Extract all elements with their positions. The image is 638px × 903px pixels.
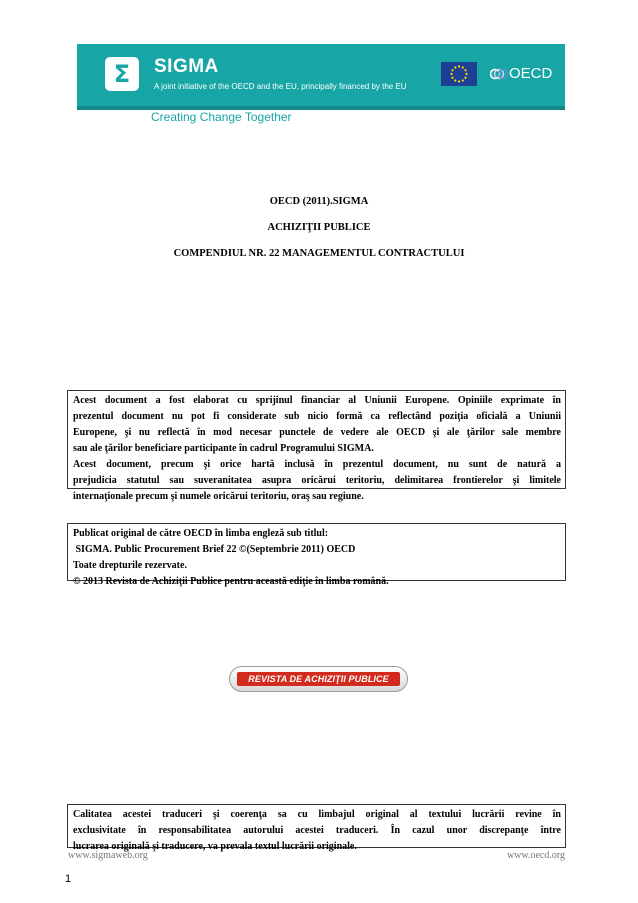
disclaimer-box: [67, 390, 566, 502]
publication-box: [67, 523, 566, 587]
disclaimer-line: internaţionale precum şi numele oricărui teritoriu, oraş sau regiune.: [73, 491, 364, 502]
publication-line: Toate drepturile rezervate.: [73, 560, 187, 571]
footer-oecd-link[interactable]: www.oecd.org: [506, 850, 565, 861]
page-number: 1: [65, 873, 72, 885]
sigma-glyph: Σ: [113, 60, 131, 88]
quality-line: lucrarea originală şi traducere, va prevala textul lucrării originale.: [73, 841, 357, 852]
disclaimer-line: prezentul document nu pot fi considerate sub nicio formă ca reflectând poziţia oficială a Uniunii: [73, 411, 561, 422]
disclaimer-line: Acest document, precum şi orice hartă inclusă în prezentul document, nu sunt de natură a: [73, 459, 561, 470]
footer-sigma-link[interactable]: www.sigmaweb.org: [68, 850, 148, 861]
oecd-rings-icon: [490, 67, 510, 81]
eu-flag-icon: [441, 62, 477, 86]
sigma-title: SIGMA: [154, 56, 219, 77]
oecd-label: OECD: [509, 65, 553, 82]
sigma-banner: [77, 44, 565, 110]
sigma-tagline: A joint initiative of the OECD and the EU, principally financed by the EU: [154, 82, 407, 91]
banner-slogan: Creating Change Together: [151, 110, 292, 124]
title-line-1: OECD (2011).SIGMA: [269, 196, 369, 207]
revista-logo: [229, 666, 408, 692]
title-line-2: ACHIZIŢII PUBLICE: [267, 222, 371, 233]
sigma-icon: [105, 57, 139, 91]
disclaimer-line: Acest document a fost elaborat cu sprijinul financiar al Uniunii Europene. Opiniile exprimate în: [73, 395, 561, 406]
disclaimer-line: sau ale ţărilor beneficiare participante în cadrul Programului SIGMA.: [73, 443, 374, 454]
revista-logo-text: REVISTA DE ACHIZIŢII PUBLICE: [248, 674, 389, 684]
disclaimer-line: Europene, şi nu reflectă în mod necesar punctele de vedere ale OECD şi ale ţărilor sale membre: [73, 427, 561, 438]
translation-quality-box: [67, 804, 566, 852]
publication-line: © 2013 Revista de Achiziţii Publice pentru această ediţie în limba română.: [73, 576, 389, 587]
publication-line: SIGMA. Public Procurement Brief 22 ©(Septembrie 2011) OECD: [73, 544, 356, 555]
publication-line: Publicat original de către OECD în limba engleză sub titlul:: [73, 528, 329, 539]
disclaimer-line: prejudicia statutul sau suveranitatea asupra oricărui teritoriu, delimitarea frontierelor şi limitele: [73, 475, 561, 486]
title-line-3: COMPENDIUL NR. 22 MANAGEMENTUL CONTRACTULUI: [173, 248, 465, 259]
quality-line: exclusivitate în responsabilitatea autorului acestei traduceri. În cazul unor discrepanţe între: [73, 825, 561, 836]
quality-line: Calitatea acestei traduceri şi coerenţa sa cu limbajul original al textului lucrării revine în: [73, 809, 561, 820]
